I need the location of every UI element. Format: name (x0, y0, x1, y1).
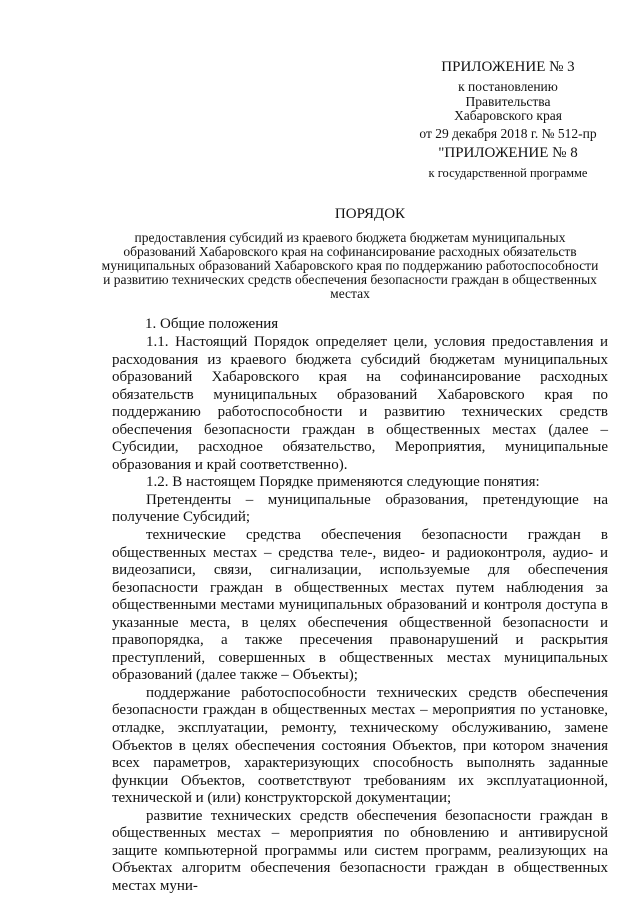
document-title: ПОРЯДОК (334, 206, 406, 222)
appendix-title: ПРИЛОЖЕНИЕ № 3 (441, 59, 575, 75)
appendix8-subtitle: к государственной программе (428, 166, 588, 180)
header-date-line: от 29 декабря 2018 г. № 512-пр (419, 126, 597, 141)
section-heading: 1. Общие положения (145, 316, 279, 332)
document-subtitle: предоставления субсидий из краевого бюджета бюджетам муниципальных образований Хабаровского края на софинансирование расходных обязательств муниципальных образований Хабаровского края по поддержанию работоспособности и развитию технических средств обеспечения безопасности граждан в общественных местах (101, 230, 599, 301)
header-line-1: к постановлению (458, 79, 558, 94)
header-line-2: Правительства (465, 94, 551, 109)
paragraph: 1.2. В настоящем Порядке применяются следующие понятия: (146, 474, 540, 491)
paragraph: развитие технических средств обеспечения безопасности граждан в общественных местах – мероприятия по обновлению и антивирусной защите компьютерной программы или систем программ, реализующих на Объектах алгоритм обеспечения безопасности граждан в общественных местах муни- (112, 807, 608, 894)
paragraph: 1.1. Настоящий Порядок определяет цели, условия предоставления и расходования из краевого бюджета субсидий бюджетам муниципальных образований Хабаровского края на софинансирование расходных обязательств муниципальных образований Хабаровского края по поддержанию работоспособности и развитию технических средств обеспечения безопасности граждан в общественных местах (далее – Субсидии, расходное обязательство, Мероприятия, муниципальные образования и край соответственно). (112, 334, 608, 473)
appendix8-title: "ПРИЛОЖЕНИЕ № 8 (438, 145, 578, 161)
paragraph: технические средства обеспечения безопасности граждан в общественных местах – средства теле-, видео- и радиоконтроля, аудио- и видеозаписи, связи, сигнализации, используемые для обеспечения безопасности граждан в общественных местах путем наблюдения за общественными местами муниципальных образований и контроля доступа в указанные места, в целях обеспечения общественной безопасности и правопорядка, а также пресечения правонарушений и раскрытия преступлений, совершенных в общественных местах муниципальных образований (далее также – Объекты); (112, 527, 608, 684)
paragraph: поддержание работоспособности технических средств обеспечения безопасности граждан в общественных местах – мероприятия по установке, отладке, эксплуатации, ремонту, техническому обслуживанию, замене Объектов в целях обеспечения состояния Объектов, при котором значения всех параметров, характеризующих способность выполнять заданные функции Объектов, соответствуют требованиям их эксплуатационной, технической и (или) конструкторской документации; (112, 684, 608, 807)
header-line-3: Хабаровского края (454, 108, 562, 123)
document-body (112, 334, 608, 896)
paragraph: Претенденты – муниципальные образования, претендующие на получение Субсидий; (112, 491, 608, 526)
